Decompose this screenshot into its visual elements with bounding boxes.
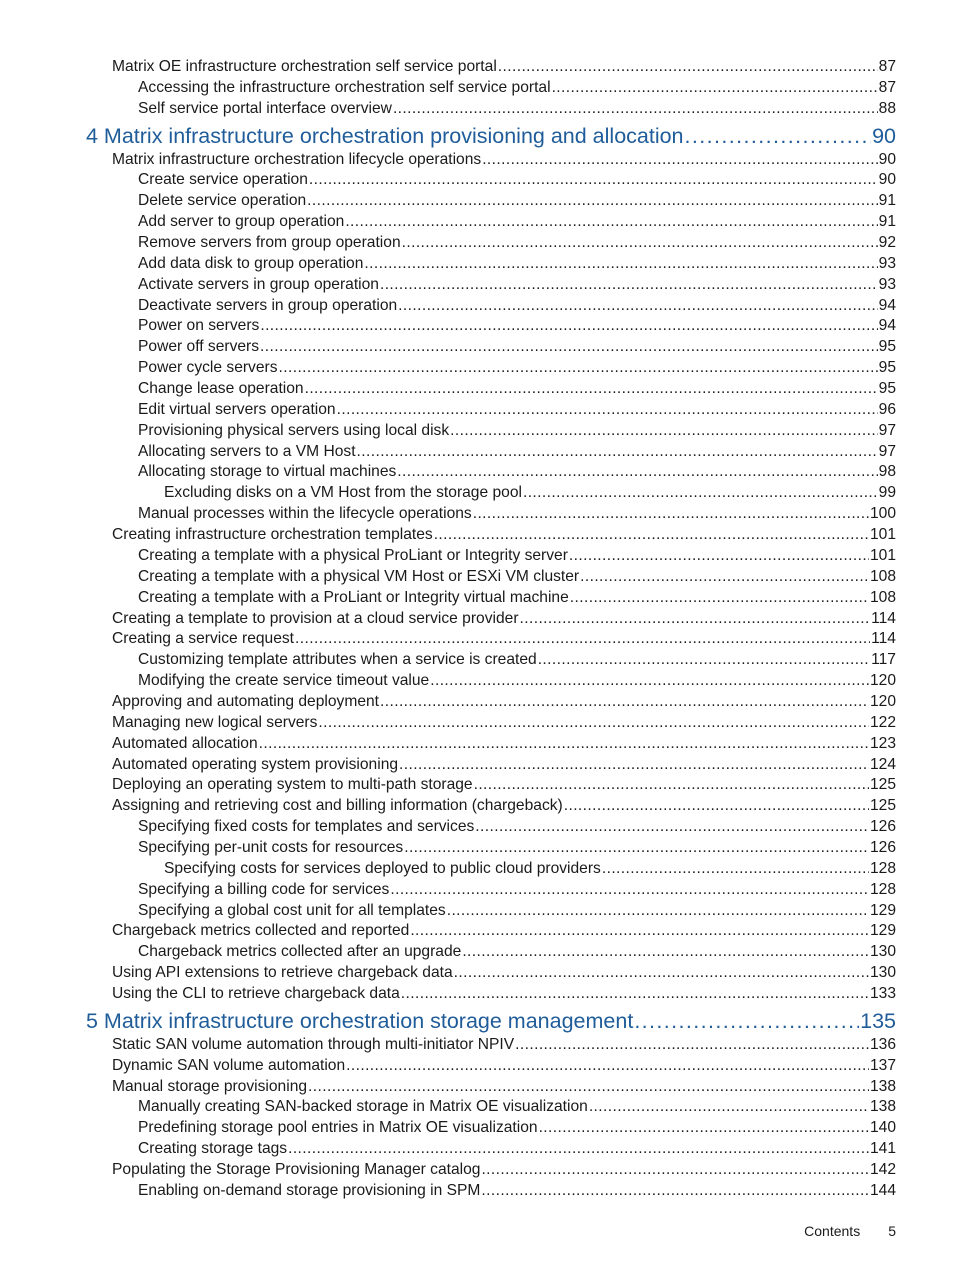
toc-entry[interactable] bbox=[138, 670, 896, 691]
toc-entry-page: 100 bbox=[869, 505, 896, 523]
toc-entry-page: 90 bbox=[878, 150, 896, 168]
toc-leader-dots bbox=[404, 837, 869, 858]
toc-entry-page: 141 bbox=[869, 1140, 896, 1158]
toc-entry[interactable] bbox=[138, 587, 896, 608]
toc-entry-title: Assigning and retrieving cost and billing information (chargeback) bbox=[112, 797, 563, 815]
toc-entry-page: 122 bbox=[869, 713, 896, 731]
toc-entry-page: 123 bbox=[869, 734, 896, 752]
toc-leader-dots bbox=[260, 315, 877, 336]
toc-leader-dots bbox=[259, 733, 869, 754]
toc-entry[interactable] bbox=[138, 232, 896, 253]
toc-entry-title: Manual processes within the lifecycle operations bbox=[138, 505, 472, 523]
toc-entry-title: Allocating storage to virtual machines bbox=[138, 463, 397, 481]
toc-entry-page: 97 bbox=[878, 421, 896, 439]
toc-leader-dots bbox=[346, 1055, 869, 1076]
toc-entry-title: Populating the Storage Provisioning Manager catalog bbox=[112, 1161, 481, 1178]
toc-entry[interactable] bbox=[112, 1076, 896, 1097]
toc-entry-title: Power cycle servers bbox=[138, 359, 278, 377]
toc-entry-title: Activate servers in group operation bbox=[138, 275, 379, 293]
toc-entry-title: Excluding disks on a VM Host from the storage pool bbox=[164, 484, 522, 502]
toc-leader-dots bbox=[634, 1008, 859, 1034]
toc-entry-title: Using API extensions to retrieve chargeback data bbox=[112, 964, 453, 982]
toc-entry-page: 144 bbox=[869, 1181, 896, 1199]
toc-entry-title: Chargeback metrics collected after an upgrade bbox=[138, 943, 462, 961]
toc-entry-page: 99 bbox=[878, 484, 896, 502]
toc-entry[interactable] bbox=[112, 962, 896, 983]
toc-entry[interactable] bbox=[138, 566, 896, 587]
toc-entry-title: Deploying an operating system to multi-path storage bbox=[112, 776, 473, 794]
toc-entry-page: 88 bbox=[878, 99, 896, 117]
toc-entry-title: 4 Matrix infrastructure orchestration provisioning and allocation bbox=[86, 123, 684, 148]
toc-entry-title: Provisioning physical servers using local disk bbox=[138, 421, 450, 439]
toc-entry[interactable] bbox=[138, 1138, 896, 1159]
toc-entry[interactable] bbox=[112, 920, 896, 941]
toc-entry[interactable] bbox=[138, 420, 896, 441]
toc-entry-page: 125 bbox=[869, 776, 896, 794]
toc-entry[interactable] bbox=[138, 211, 896, 232]
toc-entry-title: Creating a template with a ProLiant or Integrity virtual machine bbox=[138, 588, 569, 606]
toc-leader-dots bbox=[402, 232, 878, 253]
toc-leader-dots bbox=[539, 1117, 869, 1138]
toc-leader-dots bbox=[288, 1138, 869, 1159]
toc-leader-dots bbox=[308, 1076, 869, 1097]
toc-entry[interactable] bbox=[138, 1096, 896, 1117]
toc-leader-dots bbox=[345, 211, 877, 232]
toc-leader-dots bbox=[260, 336, 878, 357]
toc-leader-dots bbox=[279, 357, 878, 378]
toc-entry-title: Specifying a global cost unit for all templates bbox=[138, 901, 446, 919]
toc-entry-title: Add server to group operation bbox=[138, 213, 345, 231]
toc-entry[interactable] bbox=[138, 1117, 896, 1138]
toc-entry-page: 133 bbox=[869, 984, 896, 1002]
toc-entry[interactable] bbox=[138, 295, 896, 316]
toc-entry[interactable] bbox=[138, 315, 896, 336]
toc-leader-dots bbox=[538, 649, 870, 670]
toc-entry-page: 114 bbox=[871, 630, 896, 648]
toc-leader-dots bbox=[552, 77, 878, 98]
toc-entry-page: 95 bbox=[878, 338, 896, 356]
toc-entry[interactable] bbox=[112, 1034, 896, 1055]
toc-entry[interactable] bbox=[112, 691, 896, 712]
toc-leader-dots bbox=[602, 858, 869, 879]
toc-entry-page: 94 bbox=[878, 296, 896, 314]
toc-entry[interactable] bbox=[112, 1055, 896, 1076]
toc-leader-dots bbox=[520, 608, 871, 629]
toc-entry-page: 124 bbox=[869, 755, 896, 773]
toc-leader-dots bbox=[570, 587, 869, 608]
toc-entry-title: Creating a template with a physical VM Host or ESXi VM cluster bbox=[138, 567, 580, 585]
toc-entry-page: 108 bbox=[869, 588, 896, 606]
toc-leader-dots bbox=[454, 962, 869, 983]
toc-entry[interactable] bbox=[138, 941, 896, 962]
toc-entry-page: 93 bbox=[878, 275, 896, 293]
toc-entry-title: Predefining storage pool entries in Matrix OE visualization bbox=[138, 1119, 538, 1137]
toc-leader-dots bbox=[450, 420, 877, 441]
toc-entry[interactable] bbox=[138, 190, 896, 211]
toc-entry-title: 5 Matrix infrastructure orchestration storage management bbox=[86, 1008, 634, 1033]
toc-entry[interactable] bbox=[112, 795, 896, 816]
toc-leader-dots bbox=[401, 983, 869, 1004]
toc-entry-title: Customizing template attributes when a service is created bbox=[138, 651, 537, 669]
toc-leader-dots bbox=[475, 816, 869, 837]
toc-entry-page: 92 bbox=[878, 234, 896, 252]
toc-entry[interactable] bbox=[138, 378, 896, 399]
toc-entry[interactable] bbox=[138, 816, 896, 837]
toc-leader-dots bbox=[364, 253, 877, 274]
toc-entry[interactable] bbox=[138, 357, 896, 378]
toc-leader-dots bbox=[318, 712, 869, 733]
toc-entry-title: Enabling on-demand storage provisioning in SPM bbox=[138, 1181, 481, 1199]
toc-leader-dots bbox=[434, 524, 869, 545]
toc-entry[interactable] bbox=[138, 336, 896, 357]
toc-chapter-entry[interactable] bbox=[86, 1008, 896, 1034]
toc-entry-page: 97 bbox=[878, 442, 896, 460]
toc-entry-page: 108 bbox=[869, 567, 896, 585]
toc-entry-page: 138 bbox=[869, 1077, 896, 1095]
toc-entry[interactable] bbox=[138, 1180, 896, 1201]
toc-entry-title: Matrix OE infrastructure orchestration self service portal bbox=[112, 58, 497, 75]
toc-entry-title: Automated operating system provisioning bbox=[112, 755, 399, 773]
toc-entry-title: Creating a service request bbox=[112, 630, 295, 648]
toc-entry-page: 125 bbox=[869, 797, 896, 815]
toc-leader-dots bbox=[399, 754, 869, 775]
toc-entry-title: Edit virtual servers operation bbox=[138, 400, 336, 418]
toc-entry[interactable] bbox=[138, 461, 896, 482]
toc-entry[interactable] bbox=[112, 524, 896, 545]
toc-entry-page: 126 bbox=[869, 818, 896, 836]
toc-entry-title: Approving and automating deployment bbox=[112, 692, 380, 710]
toc-entry-page: 120 bbox=[869, 692, 896, 710]
toc-entry[interactable] bbox=[112, 608, 896, 629]
toc-leader-dots bbox=[481, 1159, 869, 1180]
toc-entry[interactable] bbox=[112, 628, 896, 649]
toc-entry-page: 128 bbox=[869, 859, 896, 877]
toc-entry-title: Creating storage tags bbox=[138, 1140, 288, 1158]
toc-entry-page: 135 bbox=[860, 1008, 896, 1033]
toc-entry[interactable] bbox=[138, 77, 896, 98]
toc-leader-dots bbox=[473, 503, 869, 524]
toc-entry[interactable] bbox=[138, 879, 896, 900]
toc-entry-page: 98 bbox=[878, 463, 896, 481]
toc-leader-dots bbox=[380, 274, 878, 295]
toc-entry-title: Remove servers from group operation bbox=[138, 234, 401, 252]
toc-entry-title: Using the CLI to retrieve chargeback data bbox=[112, 984, 400, 1002]
toc-entry-page: 94 bbox=[878, 317, 896, 335]
toc-entry-title: Creating a template to provision at a cloud service provider bbox=[112, 609, 519, 627]
toc-entry[interactable] bbox=[112, 712, 896, 733]
toc-leader-dots bbox=[482, 149, 877, 170]
toc-entry-title: Change lease operation bbox=[138, 380, 304, 398]
footer-label: Contents bbox=[804, 1223, 861, 1239]
toc-leader-dots bbox=[430, 670, 869, 691]
toc-entry-page: 128 bbox=[869, 880, 896, 898]
toc-entry[interactable] bbox=[112, 774, 896, 795]
toc-entry-title: Specifying per-unit costs for resources bbox=[138, 838, 404, 856]
toc-leader-dots bbox=[474, 774, 869, 795]
toc-leader-dots bbox=[580, 566, 869, 587]
toc-entry[interactable] bbox=[164, 482, 896, 503]
toc-leader-dots bbox=[410, 920, 869, 941]
toc-entry-title: Managing new logical servers bbox=[112, 713, 318, 731]
toc-entry[interactable] bbox=[138, 441, 896, 462]
toc-entry[interactable] bbox=[112, 733, 896, 754]
toc-leader-dots bbox=[398, 295, 877, 316]
toc-entry-page: 87 bbox=[878, 58, 896, 75]
toc-entry[interactable] bbox=[138, 98, 896, 119]
toc-entry-title: Chargeback metrics collected and reported bbox=[112, 922, 410, 940]
toc-entry-page: 95 bbox=[878, 380, 896, 398]
toc-leader-dots bbox=[337, 399, 878, 420]
toc-entry-title: Automated allocation bbox=[112, 734, 258, 752]
toc-leader-dots bbox=[357, 441, 878, 462]
toc-entry-page: 91 bbox=[878, 192, 896, 210]
toc-entry[interactable] bbox=[138, 169, 896, 190]
toc-entry-title: Delete service operation bbox=[138, 192, 307, 210]
toc-entry-page: 101 bbox=[869, 526, 896, 544]
toc-leader-dots bbox=[515, 1034, 869, 1055]
toc-entry-title: Specifying a billing code for services bbox=[138, 880, 390, 898]
toc-entry-title: Matrix infrastructure orchestration lifecycle operations bbox=[112, 150, 482, 168]
toc-entry-title: Deactivate servers in group operation bbox=[138, 296, 398, 314]
toc-leader-dots bbox=[393, 98, 878, 119]
toc-leader-dots bbox=[307, 190, 877, 211]
toc-entry-page: 90 bbox=[872, 123, 896, 148]
toc-entry-page: 117 bbox=[871, 651, 896, 669]
toc-entry[interactable] bbox=[112, 1159, 896, 1180]
toc-entry[interactable] bbox=[138, 649, 896, 670]
toc-entry-title: Manually creating SAN-backed storage in Matrix OE visualization bbox=[138, 1098, 588, 1116]
toc-entry-title: Allocating servers to a VM Host bbox=[138, 442, 356, 460]
toc-entry-title: Static SAN volume automation through multi-initiator NPIV bbox=[112, 1035, 515, 1053]
toc-entry-page: 95 bbox=[878, 359, 896, 377]
toc-entry-title: Power on servers bbox=[138, 317, 260, 335]
toc-entry-title: Create service operation bbox=[138, 171, 308, 189]
toc-entry-title: Power off servers bbox=[138, 338, 260, 356]
toc-entry-title: Specifying fixed costs for templates and services bbox=[138, 818, 475, 836]
toc-entry-title: Dynamic SAN volume automation bbox=[112, 1056, 346, 1074]
toc-leader-dots bbox=[305, 378, 878, 399]
toc-entry-page: 120 bbox=[869, 672, 896, 690]
toc-entry-page: 96 bbox=[878, 400, 896, 418]
toc-leader-dots bbox=[481, 1180, 869, 1201]
toc-entry-page: 90 bbox=[878, 171, 896, 189]
toc-entry[interactable] bbox=[138, 399, 896, 420]
toc-entry[interactable] bbox=[138, 253, 896, 274]
toc-entry-page: 126 bbox=[869, 838, 896, 856]
toc-entry-page: 137 bbox=[869, 1056, 896, 1074]
toc-leader-dots bbox=[390, 879, 869, 900]
toc-leader-dots bbox=[309, 169, 878, 190]
toc-entry-page: 91 bbox=[878, 213, 896, 231]
toc-entry-page: 114 bbox=[871, 609, 896, 627]
toc-entry[interactable] bbox=[112, 149, 896, 170]
toc-entry[interactable] bbox=[138, 274, 896, 295]
toc-leader-dots bbox=[569, 545, 869, 566]
toc-entry-title: Add data disk to group operation bbox=[138, 254, 364, 272]
toc-entry-page: 138 bbox=[869, 1098, 896, 1116]
toc-entry-page: 142 bbox=[869, 1161, 896, 1178]
toc-entry-page: 93 bbox=[878, 254, 896, 272]
toc-entry-page: 140 bbox=[869, 1119, 896, 1137]
toc-entry-title: Specifying costs for services deployed to public cloud providers bbox=[164, 859, 601, 877]
toc-entry[interactable] bbox=[112, 56, 896, 77]
toc-leader-dots bbox=[589, 1096, 869, 1117]
toc-leader-dots bbox=[523, 482, 878, 503]
toc-leader-dots bbox=[295, 628, 870, 649]
toc-entry[interactable] bbox=[138, 503, 896, 524]
toc-leader-dots bbox=[447, 900, 869, 921]
toc-entry-title: Modifying the create service timeout value bbox=[138, 672, 430, 690]
toc-entry-page: 129 bbox=[869, 901, 896, 919]
toc-entry-page: 87 bbox=[878, 78, 896, 96]
toc-entry-page: 129 bbox=[869, 922, 896, 940]
toc-leader-dots bbox=[397, 461, 877, 482]
toc-entry[interactable] bbox=[138, 900, 896, 921]
toc-entry-title: Creating a template with a physical ProLiant or Integrity server bbox=[138, 546, 568, 564]
toc-entry-page: 130 bbox=[869, 964, 896, 982]
toc-entry[interactable] bbox=[164, 858, 896, 879]
toc-leader-dots bbox=[564, 795, 869, 816]
toc-entry-page: 136 bbox=[869, 1035, 896, 1053]
toc-leader-dots bbox=[498, 56, 878, 77]
toc-chapter-entry[interactable] bbox=[86, 123, 896, 149]
toc-entry-title: Accessing the infrastructure orchestration self service portal bbox=[138, 78, 551, 96]
toc-leader-dots bbox=[462, 941, 869, 962]
toc-entry[interactable] bbox=[138, 837, 896, 858]
toc-entry-title: Creating infrastructure orchestration templates bbox=[112, 526, 433, 544]
toc-entry-page: 101 bbox=[869, 546, 896, 564]
toc-leader-dots bbox=[380, 691, 869, 712]
toc-entry[interactable] bbox=[112, 983, 896, 1004]
toc-leader-dots bbox=[685, 123, 872, 149]
toc-entry[interactable] bbox=[138, 545, 896, 566]
page-footer bbox=[804, 1223, 896, 1239]
footer-page-number: 5 bbox=[888, 1223, 896, 1239]
toc-entry[interactable] bbox=[112, 754, 896, 775]
toc-entry-title: Self service portal interface overview bbox=[138, 99, 392, 117]
toc-entry-page: 130 bbox=[869, 943, 896, 961]
toc-entry-title: Manual storage provisioning bbox=[112, 1077, 308, 1095]
